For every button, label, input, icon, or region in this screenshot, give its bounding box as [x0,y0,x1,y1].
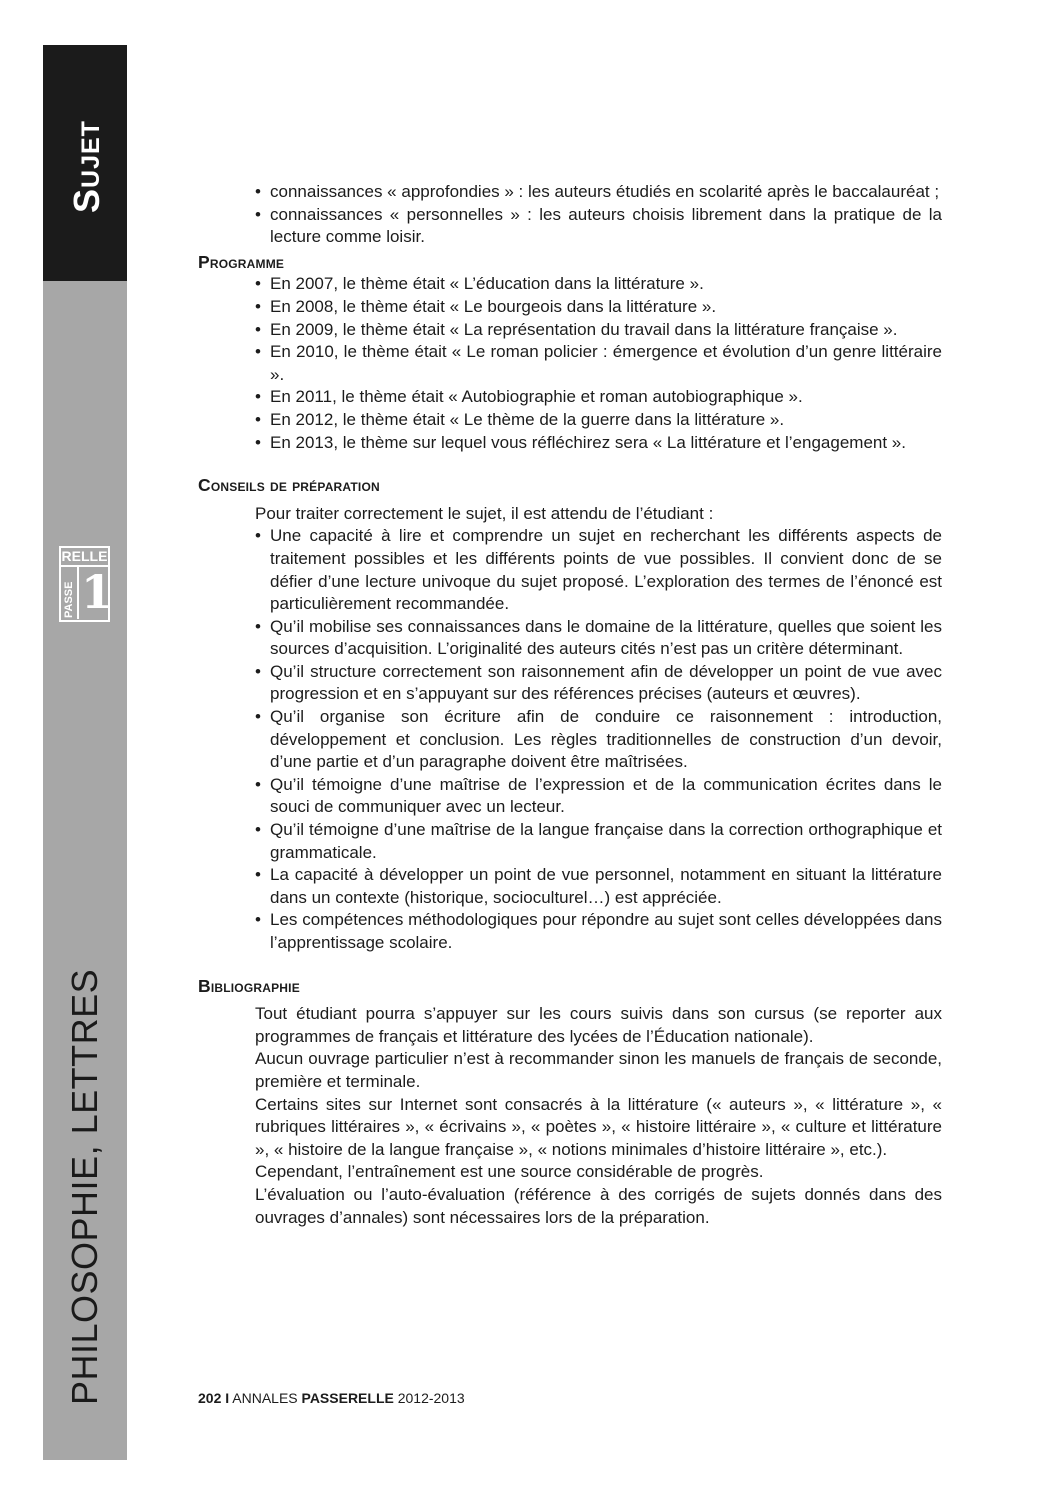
list-item: • En 2013, le thème sur lequel vous réfléchirez sera « La littérature et l’engagement ». [255,432,942,455]
page-number: 202 [198,1390,222,1406]
bibliographie-paragraph: L’évaluation ou l’auto-évaluation (référence à des corrigés de sujets donnés dans des ouvrages d’annales) sont nécessaires lors de la préparation. [255,1184,942,1227]
logo-side-text: PASSE [63,581,75,618]
list-item: • Qu’il témoigne d’une maîtrise de la langue française dans la correction orthographique et grammaticale. [255,819,942,864]
sidebar-section-label: PHILOSOPHIE, LETTRES [64,968,105,1405]
list-item: • Qu’il mobilise ses connaissances dans le domaine de la littérature, quelles que soient les sources d’acquisition. L’originalité des auteurs cités n’est pas un critère déterminant. [255,616,942,661]
conseils-list [198,525,942,954]
bibliographie-paragraph: Tout étudiant pourra s’appuyer sur les cours suivis dans son cursus (se reporter aux programmes de français et littérature des lycées de l’Éducation nationale). [255,1004,942,1046]
programme-heading: Programme [198,251,285,272]
logo-divider [77,567,79,619]
bibliographie-paragraph: Certains sites sur Internet sont consacrés à la littérature (« auteurs », « littérature », « rubriques littéraires », « écrivains », « poètes », « histoire littéraire », « culture et littérature », « histoire de la langue française », « notions minimales d’histoire littéraire », etc.). [255,1094,942,1159]
footer-brand: PASSERELLE [301,1390,394,1406]
bibliographie-heading: Bibliographie [198,975,300,996]
list-item: • connaissances « personnelles » : les auteurs choisis librement dans la pratique de la lecture comme loisir. [255,204,942,249]
intro-bullet-list [198,181,942,249]
list-item: • Qu’il organise son écriture afin de conduire ce raisonnement : introduction, développement et conclusion. Les règles traditionnelles de construction d’un devoir, d’une partie et d’un paragraphe doivent être maîtrisées. [255,706,942,774]
logo-top-text: RELLE [61,548,108,567]
list-item: • En 2010, le thème était « Le roman policier : émergence et évolution d’un genre littéraire ». [255,341,942,386]
list-item: • En 2009, le thème était « La représentation du travail dans la littérature française ». [255,319,942,342]
bibliographie-paragraph: Aucun ouvrage particulier n’est à recommander sinon les manuels de français de seconde, première et terminale. [255,1049,942,1091]
page-content [198,181,942,1229]
list-item: • Les compétences méthodologiques pour répondre au sujet sont celles développées dans l’apprentissage scolaire. [255,909,942,954]
page-footer [198,1390,465,1406]
sidebar-sujet-label: Sujet [66,120,107,213]
programme-list [198,273,942,454]
footer-separator: I [225,1390,230,1406]
bibliographie-body [198,1003,942,1229]
list-item: • Une capacité à lire et comprendre un sujet en recherchant les différents aspects de traitement possibles et les différents points de vue possibles. Il convient donc de se défier d’une lecture univoque du sujet proposé. L’exploration des termes de l’énoncé est particulièrement recommandée. [255,525,942,615]
conseils-heading: Conseils de préparation [198,475,380,496]
passerelle-logo [59,546,114,622]
list-item: • En 2008, le thème était « Le bourgeois dans la littérature ». [255,296,942,319]
list-item: • La capacité à développer un point de vue personnel, notamment en situant la littérature dans un contexte (historique, socioculturel…) est appréciée. [255,864,942,909]
conseils-intro: Pour traiter correctement le sujet, il est attendu de l’étudiant : [255,503,714,523]
footer-years: 2012-2013 [397,1390,465,1406]
list-item: • En 2012, le thème était « Le thème de la guerre dans la littérature ». [255,409,942,432]
list-item: • En 2011, le thème était « Autobiographie et roman autobiographique ». [255,386,942,409]
bibliographie-paragraph: Cependant, l’entraînement est une source considérable de progrès. [255,1162,764,1182]
list-item: • Qu’il structure correctement son raisonnement afin de développer un point de vue avec progression et en s’appuyant sur des références précises (auteurs et œuvres). [255,661,942,706]
list-item: • connaissances « approfondies » : les auteurs étudiés en scolarité après le baccalauréat ; [255,181,942,204]
footer-annales: ANNALES [232,1390,298,1406]
list-item: • En 2007, le thème était « L’éducation dans la littérature ». [255,273,942,296]
logo-number: 1 [81,565,114,619]
list-item: • Qu’il témoigne d’une maîtrise de l’expression et de la communication écrites dans le souci de communiquer avec un lecteur. [255,774,942,819]
